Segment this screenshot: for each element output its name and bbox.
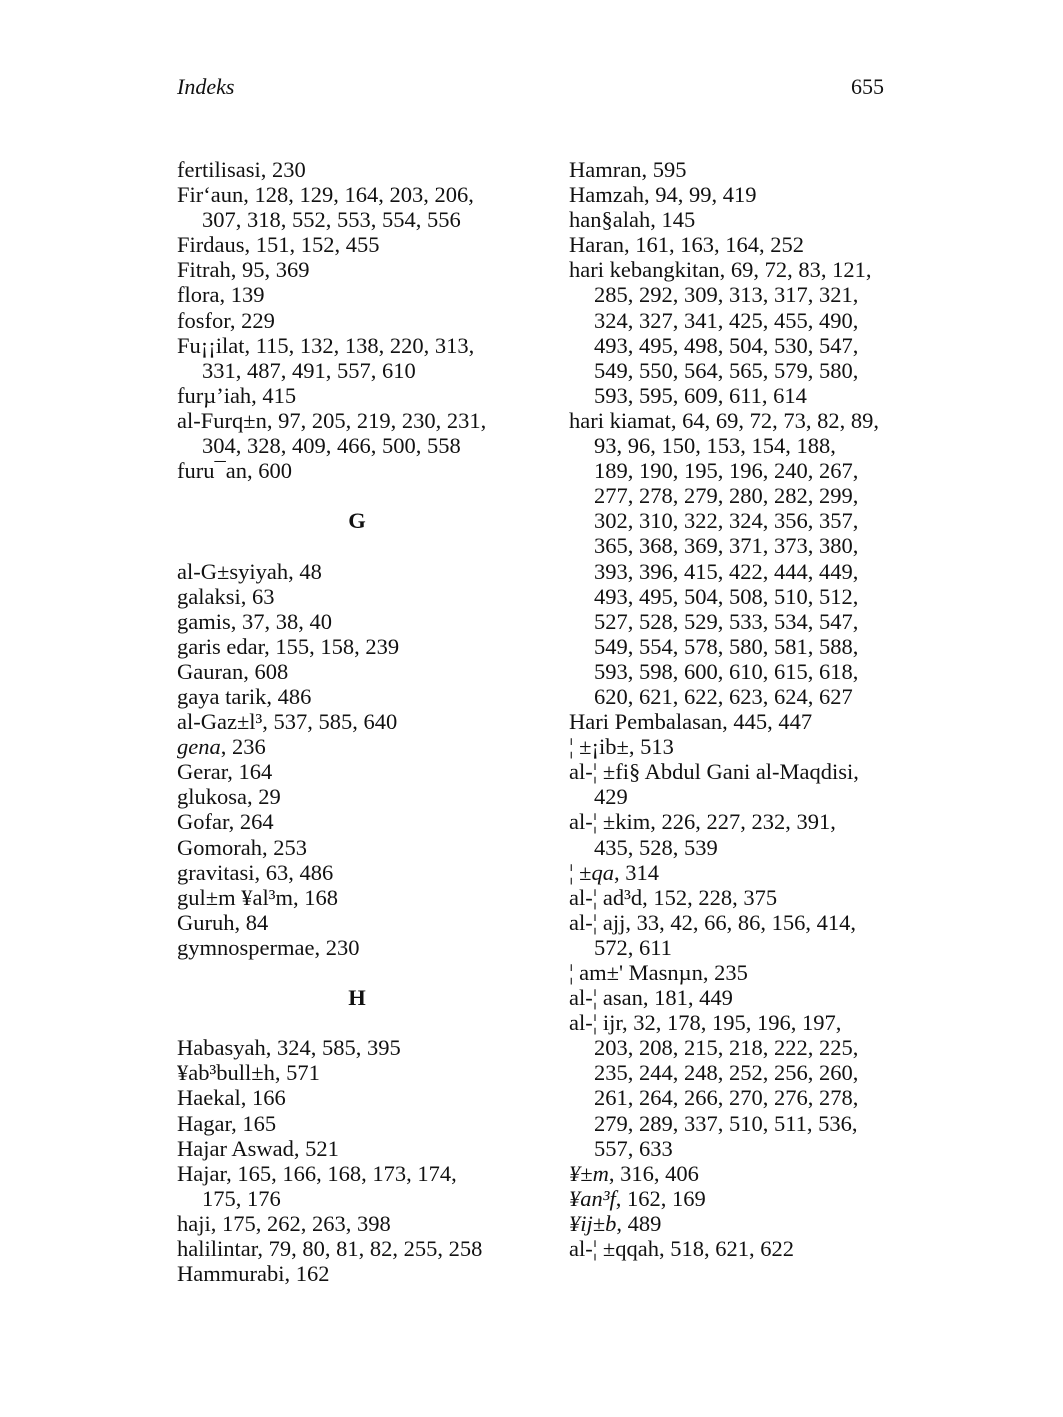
index-entry: Gomorah, 253 [177, 834, 307, 860]
spacer [177, 960, 537, 985]
index-column-left [177, 157, 537, 1286]
index-entry: gravitasi, 63, 486 [177, 859, 334, 885]
index-entry: Gofar, 264 [177, 809, 274, 835]
index-entry-continuation: 593, 598, 600, 610, 615, 618, [594, 658, 859, 684]
entry-prefix: ¦ ± [569, 859, 592, 885]
index-entry: flora, 139 [177, 282, 265, 308]
index-entry: al-¦ asan, 181, 449 [569, 985, 733, 1011]
running-head-title: Indeks [177, 74, 235, 99]
index-entry: furµ’iah, 415 [177, 382, 297, 408]
index-entry: Firdaus, 151, 152, 455 [177, 232, 380, 258]
index-column-right [569, 157, 899, 1261]
index-entry: al-¦ ijr, 32, 178, 195, 196, 197, [569, 1010, 842, 1036]
index-entry: al-Gaz±l³, 537, 585, 640 [177, 709, 398, 735]
index-entry: Fu¡¡ilat, 115, 132, 138, 220, 313, [177, 332, 475, 358]
index-entry-continuation: 620, 621, 622, 623, 624, 627 [594, 683, 853, 709]
index-entry: haji, 175, 262, 263, 398 [177, 1210, 391, 1236]
index-entry: gamis, 37, 38, 40 [177, 608, 332, 634]
entry-pages: , 162, 169 [615, 1185, 706, 1211]
index-entry-continuation: 175, 176 [202, 1185, 281, 1211]
index-entry-continuation: 493, 495, 498, 504, 530, 547, [594, 332, 859, 358]
index-entry: Habasyah, 324, 585, 395 [177, 1035, 401, 1061]
index-entry: al-¦ ±kim, 226, 227, 232, 391, [569, 809, 836, 835]
index-entry: Hajar, 165, 166, 168, 173, 174, [177, 1160, 457, 1186]
index-entry: han§alah, 145 [569, 207, 696, 233]
index-entry: glukosa, 29 [177, 784, 281, 810]
index-entry-continuation: 593, 595, 609, 611, 614 [594, 382, 807, 408]
index-entry: gymnospermae, 230 [177, 934, 360, 960]
index-entry [569, 1211, 899, 1236]
index-entry-continuation: 549, 550, 564, 565, 579, 580, [594, 357, 859, 383]
index-entry-continuation: 235, 244, 248, 252, 256, 260, [594, 1060, 859, 1086]
entry-pages: , 316, 406 [608, 1160, 699, 1186]
spacer [177, 533, 537, 558]
index-entry-continuation: 302, 310, 322, 324, 356, 357, [594, 508, 859, 534]
index-entry-continuation: 304, 328, 409, 466, 500, 558 [202, 433, 461, 459]
index-entry-continuation: 557, 633 [594, 1135, 673, 1161]
index-entry: galaksi, 63 [177, 583, 275, 609]
index-entry: ¦ am±' Masnµn, 235 [569, 960, 748, 985]
index-entry-continuation: 261, 264, 266, 270, 276, 278, [594, 1085, 859, 1111]
index-entry-continuation: 203, 208, 215, 218, 222, 225, [594, 1035, 859, 1061]
index-entry-continuation: 279, 289, 337, 510, 511, 536, [594, 1110, 858, 1136]
index-entry: gul±m ¥al³m, 168 [177, 884, 338, 910]
index-entry-continuation: 527, 528, 529, 533, 534, 547, [594, 608, 859, 634]
index-entry: fosfor, 229 [177, 307, 275, 333]
index-entry-continuation: 435, 528, 539 [594, 834, 718, 860]
index-entry: hari kebangkitan, 69, 72, 83, 121, [569, 257, 872, 283]
index-entry: Haekal, 166 [177, 1085, 286, 1111]
index-entry [569, 860, 899, 885]
index-entry-continuation: 307, 318, 552, 553, 554, 556 [202, 207, 461, 233]
entry-pages: , 236 [220, 734, 266, 760]
index-entry: Gerar, 164 [177, 759, 273, 785]
index-entry-continuation: 429 [594, 784, 628, 810]
index-entry: garis edar, 155, 158, 239 [177, 633, 400, 659]
index-entry: hari kiamat, 64, 69, 72, 73, 82, 89, [569, 407, 879, 433]
index-entry [569, 1161, 899, 1186]
index-entry: al-Furq±n, 97, 205, 219, 230, 231, [177, 407, 487, 433]
index-entry-continuation: 549, 554, 578, 580, 581, 588, [594, 633, 859, 659]
index-entry: al-¦ ±fi§ Abdul Gani al-Maqdisi, [569, 759, 859, 785]
index-entry: al-¦ ±qqah, 518, 621, 622 [569, 1236, 794, 1262]
index-entry [177, 734, 537, 759]
index-entry-continuation: 493, 495, 504, 508, 510, 512, [594, 583, 859, 609]
index-entry: fertilisasi, 230 [177, 157, 306, 182]
entry-pages: , 314 [613, 859, 659, 885]
index-entry: al-¦ ajj, 33, 42, 66, 86, 156, 414, [569, 909, 856, 935]
index-entry-continuation: 365, 368, 369, 371, 373, 380, [594, 533, 859, 559]
section-letter-heading: H [348, 985, 366, 1011]
index-entry: al-¦ ad³d, 152, 228, 375 [569, 884, 778, 910]
index-entry: Fir‘aun, 128, 129, 164, 203, 206, [177, 182, 474, 208]
index-entry: ¥ab³bull±h, 571 [177, 1060, 320, 1086]
entry-pages: , 489 [616, 1210, 662, 1236]
spacer [177, 1010, 537, 1035]
index-entry [569, 1186, 899, 1211]
entry-term-italic: ¥an³f [569, 1185, 616, 1211]
index-entry: Fitrah, 95, 369 [177, 257, 310, 283]
index-entry: al-G±syiyah, 48 [177, 558, 322, 584]
entry-term-italic: ¥ij±b [569, 1210, 617, 1236]
index-entry-continuation: 93, 96, 150, 153, 154, 188, [594, 433, 836, 459]
entry-term-italic: gena [177, 734, 221, 760]
page-number: 655 [851, 74, 884, 99]
index-entry-continuation: 393, 396, 415, 422, 444, 449, [594, 558, 859, 584]
entry-term-italic: ¥±m [569, 1160, 609, 1186]
index-entry: Haran, 161, 163, 164, 252 [569, 232, 804, 258]
index-entry: Hammurabi, 162 [177, 1261, 330, 1287]
index-entry: halilintar, 79, 80, 81, 82, 255, 258 [177, 1236, 483, 1262]
index-entry: Hamran, 595 [569, 157, 687, 182]
index-entry: Hamzah, 94, 99, 419 [569, 182, 757, 208]
index-entry: furu¯an, 600 [177, 458, 292, 484]
index-entry-continuation: 324, 327, 341, 425, 455, 490, [594, 307, 859, 333]
index-entry: Hajar Aswad, 521 [177, 1135, 339, 1161]
index-entry-continuation: 572, 611 [594, 934, 672, 960]
spacer [177, 483, 537, 508]
index-entry-continuation: 285, 292, 309, 313, 317, 321, [594, 282, 859, 308]
index-entry-continuation: 189, 190, 195, 196, 240, 267, [594, 458, 859, 484]
entry-term-italic: qa [591, 859, 614, 885]
index-entry: Hagar, 165 [177, 1110, 277, 1136]
index-entry: Hari Pembalasan, 445, 447 [569, 709, 813, 735]
index-entry-continuation: 331, 487, 491, 557, 610 [202, 357, 416, 383]
index-entry-continuation: 277, 278, 279, 280, 282, 299, [594, 483, 859, 509]
index-entry: gaya tarik, 486 [177, 683, 312, 709]
index-entry: Guruh, 84 [177, 909, 269, 935]
index-entry: ¦ ±¡ib±, 513 [569, 734, 674, 760]
index-entry: Gauran, 608 [177, 658, 289, 684]
section-letter-heading: G [348, 508, 366, 534]
